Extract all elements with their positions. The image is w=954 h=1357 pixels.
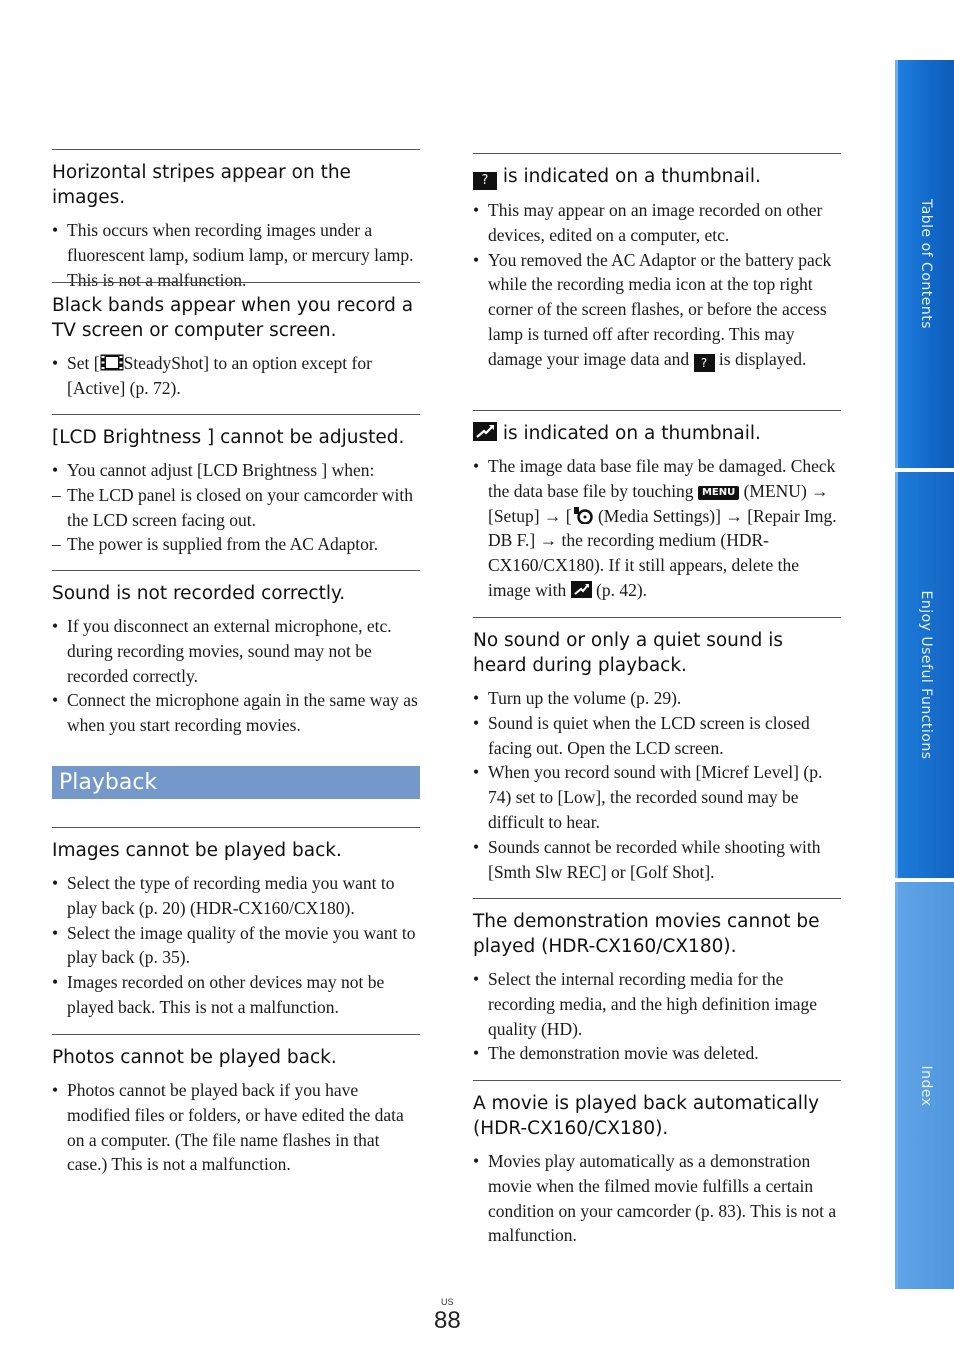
bullet-item: • Set [ SteadyShot] to an option except for [Active] (p. 72). (52, 351, 420, 401)
tab-index[interactable] (895, 882, 954, 1289)
section-demo-movies (473, 898, 841, 1066)
steadyshot-film-icon (100, 353, 124, 370)
bullet-item: • You cannot adjust [LCD Brightness ] when: (52, 458, 420, 483)
section-images-cannot-play (52, 827, 420, 1020)
page-number: 88 (434, 1307, 461, 1334)
section-horizontal-stripes (52, 149, 420, 292)
section-auto-playback (473, 1080, 841, 1248)
tab-table-of-contents[interactable] (895, 60, 954, 468)
section-title: Sound is not recorded correctly. (52, 583, 346, 604)
bullet-item: • Select the type of recording media you want to play back (p. 20) (HDR-CX160/CX180). (52, 871, 420, 921)
bullet-item: • Select the image quality of the movie you want to play back (p. 35). (52, 921, 420, 971)
playback-heading: Playback (52, 766, 420, 799)
bullet-item: • Images recorded on other devices may not be played back. This is not a malfunction. (52, 970, 420, 1020)
question-mark-icon: ? (694, 354, 715, 372)
bullet-item: • This occurs when recording images under a fluorescent lamp, sodium lamp, or mercury lamp. This is not a malfunction. (52, 218, 420, 292)
section-photos-cannot-play (52, 1034, 420, 1177)
page-region: US (441, 1297, 454, 1307)
section-title: No sound or only a quiet sound is heard during playback. (473, 630, 784, 676)
bullet-item: • Sounds cannot be recorded while shooting with [Smth Slw REC] or [Golf Shot]. (473, 835, 841, 885)
bullet-item: • Connect the microphone again in the same way as when you start recording movies. (52, 688, 420, 738)
bullet-item: • When you record sound with [Micref Level] (p. 74) set to [Low], the recorded sound may be difficult to hear. (473, 760, 841, 834)
section-title: Black bands appear when you record a TV screen or computer screen. (52, 295, 414, 341)
section-title: [LCD Brightness ] cannot be adjusted. (52, 427, 405, 448)
section-title: The demonstration movies cannot be played (HDR-CX160/CX180). (473, 911, 820, 957)
section-title: ? is indicated on a thumbnail. (473, 164, 841, 190)
question-mark-icon: ? (473, 172, 497, 190)
bullet-item: • Photos cannot be played back if you have modified files or folders, or have edited the data on a computer. (The file name flashes in that case.) This is not a malfunction. (52, 1078, 420, 1177)
media-settings-icon (572, 506, 594, 524)
bullet-item: • If you disconnect an external microphone, etc. during recording movies, sound may not be recorded correctly. (52, 614, 420, 688)
dash-item: – The power is supplied from the AC Adaptor. (52, 532, 420, 557)
section-sound-not-recorded (52, 570, 420, 738)
bullet-item: • The demonstration movie was deleted. (473, 1041, 841, 1066)
tab-label: Enjoy Useful Functions (918, 590, 934, 760)
section-title: A movie is played back automatically (HDR-CX160/CX180). (473, 1093, 820, 1139)
bullet-item: • Select the internal recording media for the recording media, and the high definition image quality (HD). (473, 967, 841, 1041)
section-question-thumbnail (473, 153, 841, 372)
tab-label: Table of Contents (918, 198, 934, 330)
bullet-item: • You removed the AC Adaptor or the battery pack while the recording media icon at the top right corner of the screen flashes, or before the access lamp is turned off after recording. This may damage your image data and ? is displayed. (473, 248, 841, 372)
section-black-bands (52, 282, 420, 401)
section-title: Photos cannot be played back. (52, 1047, 337, 1068)
section-title: Images cannot be played back. (52, 840, 342, 861)
image-error-icon (473, 422, 497, 441)
section-title: Horizontal stripes appear on the images. (52, 162, 351, 208)
bullet-item: • Turn up the volume (p. 29). (473, 686, 841, 711)
section-no-sound (473, 617, 841, 884)
bullet-item: • Sound is quiet when the LCD screen is closed facing out. Open the LCD screen. (473, 711, 841, 761)
bullet-item: • The image data base file may be damaged. Check the data base file by touching MENU (MENU) → [Setup] → [ (Media Settings)] → [Repair Img. DB F.] → the recording medium (HDR-CX160/CX180). If it still appears, delete the image with (p. 42). (473, 454, 841, 603)
tab-enjoy-useful-functions[interactable] (895, 472, 954, 878)
section-error-thumbnail (473, 410, 841, 603)
section-lcd-brightness (52, 414, 420, 557)
tab-label: Index (918, 1064, 934, 1107)
delete-image-icon (571, 580, 592, 597)
menu-button-icon: MENU (698, 486, 739, 500)
dash-item: – The LCD panel is closed on your camcorder with the LCD screen facing out. (52, 483, 420, 533)
bullet-item: • Movies play automatically as a demonstration movie when the filmed movie fulfills a certain condition on your camcorder (p. 83). This is not a malfunction. (473, 1149, 841, 1248)
bullet-item: • This may appear on an image recorded on other devices, edited on a computer, etc. (473, 198, 841, 248)
section-title: is indicated on a thumbnail. (473, 421, 841, 446)
